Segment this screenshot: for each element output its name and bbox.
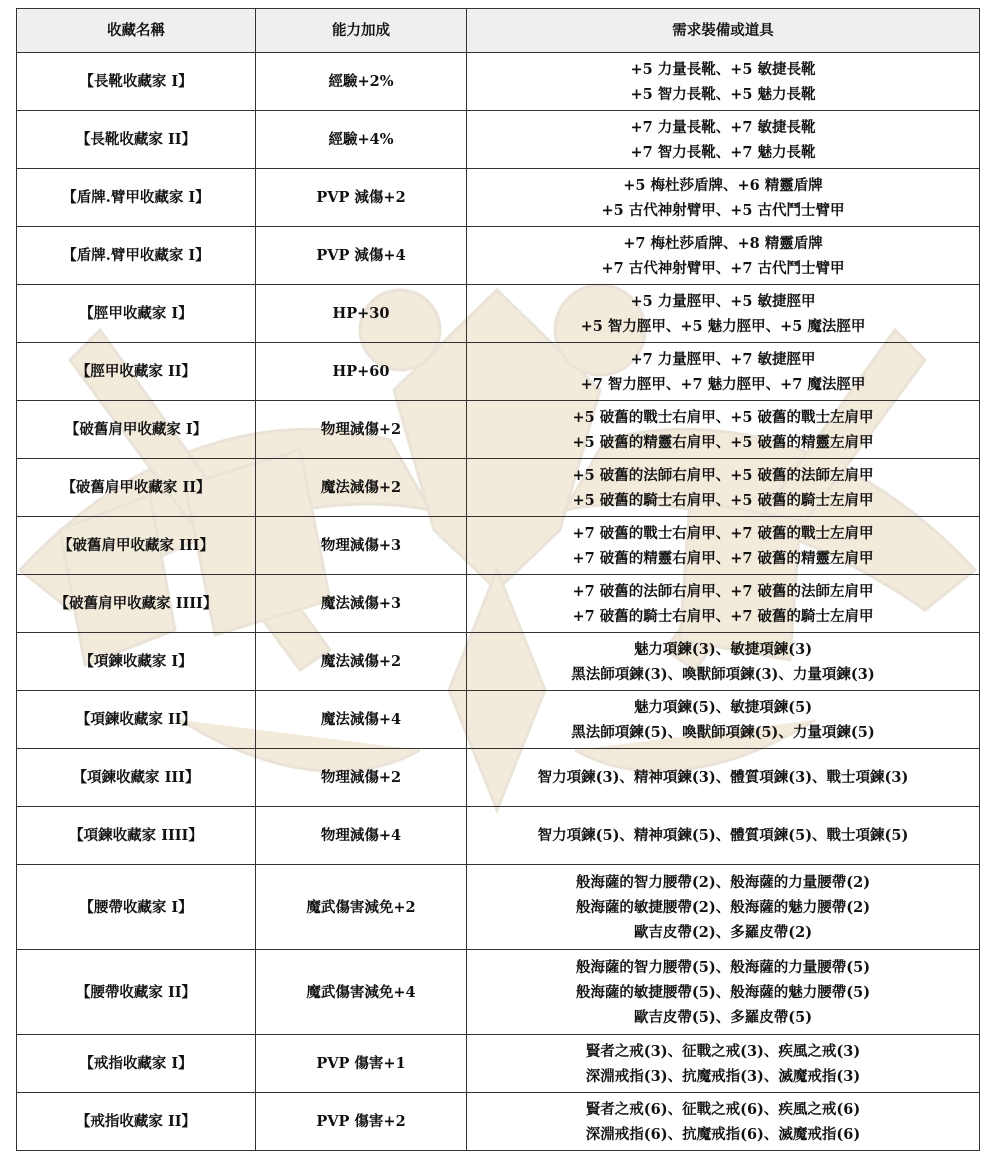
ability-bonus: PVP 減傷+4 bbox=[256, 227, 467, 285]
ability-bonus: 魔法減傷+3 bbox=[256, 575, 467, 633]
required-items bbox=[467, 1093, 980, 1151]
ability-bonus: 經驗+2% bbox=[256, 53, 467, 111]
table-row bbox=[17, 53, 980, 111]
required-item-line: +5 智力長靴、+5 魅力長靴 bbox=[630, 85, 816, 103]
required-item-line: +5 古代神射臂甲、+5 古代鬥士臂甲 bbox=[601, 201, 845, 219]
required-item-line: +5 破舊的騎士右肩甲、+5 破舊的騎士左肩甲 bbox=[572, 491, 874, 509]
required-item-line: 般海薩的智力腰帶(2)、般海薩的力量腰帶(2) bbox=[575, 873, 871, 891]
required-item-line: 智力項鍊(5)、精神項鍊(5)、體質項鍊(5)、戰士項鍊(5) bbox=[537, 827, 909, 844]
table-row bbox=[17, 950, 980, 1035]
required-item-line: +7 破舊的法師右肩甲、+7 破舊的法師左肩甲 bbox=[572, 582, 874, 600]
ability-bonus: 物理減傷+2 bbox=[256, 401, 467, 459]
required-items bbox=[467, 807, 980, 865]
required-items bbox=[467, 343, 980, 401]
required-items bbox=[467, 865, 980, 950]
ability-bonus: PVP 傷害+2 bbox=[256, 1093, 467, 1151]
required-item-line: 般海薩的智力腰帶(5)、般海薩的力量腰帶(5) bbox=[575, 958, 871, 976]
collection-name: 【破舊肩甲收藏家 II】 bbox=[17, 459, 256, 517]
collection-name: 【破舊肩甲收藏家 I】 bbox=[17, 401, 256, 459]
header-row bbox=[17, 9, 980, 53]
collection-name: 【破舊肩甲收藏家 IIII】 bbox=[17, 575, 256, 633]
collection-name: 【脛甲收藏家 II】 bbox=[17, 343, 256, 401]
required-item-line: +7 力量脛甲、+7 敏捷脛甲 bbox=[630, 350, 816, 368]
ability-bonus: HP+60 bbox=[256, 343, 467, 401]
required-item-line: 歐吉皮帶(5)、多羅皮帶(5) bbox=[633, 1008, 813, 1026]
required-items bbox=[467, 749, 980, 807]
table-row bbox=[17, 691, 980, 749]
collection-name: 【盾牌.臂甲收藏家 I】 bbox=[17, 227, 256, 285]
required-item-line: +7 智力長靴、+7 魅力長靴 bbox=[630, 143, 816, 161]
required-items bbox=[467, 575, 980, 633]
required-items bbox=[467, 633, 980, 691]
table-row bbox=[17, 285, 980, 343]
required-item-line: +5 破舊的精靈右肩甲、+5 破舊的精靈左肩甲 bbox=[572, 433, 874, 451]
required-item-line: 黑法師項鍊(5)、喚獸師項鍊(5)、力量項鍊(5) bbox=[571, 723, 875, 741]
required-item-line: 歐吉皮帶(2)、多羅皮帶(2) bbox=[633, 923, 813, 941]
required-item-line: 魅力項鍊(5)、敏捷項鍊(5) bbox=[633, 698, 813, 716]
table-row bbox=[17, 807, 980, 865]
header-collection-name: 收藏名稱 bbox=[17, 9, 256, 53]
ability-bonus: 魔武傷害減免+2 bbox=[256, 865, 467, 950]
required-item-line: +7 梅杜莎盾牌、+8 精靈盾牌 bbox=[623, 234, 823, 252]
collection-name: 【項鍊收藏家 III】 bbox=[17, 749, 256, 807]
collection-name: 【長靴收藏家 II】 bbox=[17, 111, 256, 169]
required-items bbox=[467, 169, 980, 227]
ability-bonus: 魔法減傷+2 bbox=[256, 633, 467, 691]
required-item-line: 般海薩的敏捷腰帶(5)、般海薩的魅力腰帶(5) bbox=[575, 983, 871, 1001]
required-items bbox=[467, 459, 980, 517]
table-row bbox=[17, 1093, 980, 1151]
required-item-line: +7 破舊的戰士右肩甲、+7 破舊的戰士左肩甲 bbox=[572, 524, 874, 542]
required-item-line: +5 梅杜莎盾牌、+6 精靈盾牌 bbox=[623, 176, 823, 194]
ability-bonus: 魔法減傷+4 bbox=[256, 691, 467, 749]
required-item-line: +7 破舊的精靈右肩甲、+7 破舊的精靈左肩甲 bbox=[572, 549, 874, 567]
required-item-line: 黑法師項鍊(3)、喚獸師項鍊(3)、力量項鍊(3) bbox=[571, 665, 875, 683]
required-item-line: 般海薩的敏捷腰帶(2)、般海薩的魅力腰帶(2) bbox=[575, 898, 871, 916]
required-item-line: +5 破舊的戰士右肩甲、+5 破舊的戰士左肩甲 bbox=[572, 408, 874, 426]
required-item-line: +5 破舊的法師右肩甲、+5 破舊的法師左肩甲 bbox=[572, 466, 874, 484]
table-row bbox=[17, 865, 980, 950]
collection-name: 【戒指收藏家 I】 bbox=[17, 1035, 256, 1093]
required-items bbox=[467, 111, 980, 169]
table-row bbox=[17, 633, 980, 691]
required-item-line: +7 古代神射臂甲、+7 古代鬥士臂甲 bbox=[601, 259, 845, 277]
required-item-line: +7 智力脛甲、+7 魅力脛甲、+7 魔法脛甲 bbox=[580, 375, 866, 393]
table-row bbox=[17, 517, 980, 575]
collection-table bbox=[16, 8, 980, 1151]
table-row bbox=[17, 401, 980, 459]
collection-name: 【盾牌.臂甲收藏家 I】 bbox=[17, 169, 256, 227]
required-item-line: 賢者之戒(3)、征戰之戒(3)、疾風之戒(3) bbox=[585, 1042, 861, 1060]
required-items bbox=[467, 53, 980, 111]
ability-bonus: 物理減傷+3 bbox=[256, 517, 467, 575]
required-item-line: +7 力量長靴、+7 敏捷長靴 bbox=[630, 118, 816, 136]
collection-name: 【項鍊收藏家 II】 bbox=[17, 691, 256, 749]
table-row bbox=[17, 111, 980, 169]
required-items bbox=[467, 401, 980, 459]
required-item-line: 深淵戒指(3)、抗魔戒指(3)、滅魔戒指(3) bbox=[585, 1067, 861, 1085]
collection-name: 【腰帶收藏家 I】 bbox=[17, 865, 256, 950]
required-item-line: +5 力量長靴、+5 敏捷長靴 bbox=[630, 60, 816, 78]
collection-name: 【項鍊收藏家 I】 bbox=[17, 633, 256, 691]
header-ability-bonus: 能力加成 bbox=[256, 9, 467, 53]
required-item-line: 深淵戒指(6)、抗魔戒指(6)、滅魔戒指(6) bbox=[585, 1125, 861, 1143]
required-item-line: 智力項鍊(3)、精神項鍊(3)、體質項鍊(3)、戰士項鍊(3) bbox=[537, 769, 909, 786]
table-row bbox=[17, 575, 980, 633]
required-item-line: 賢者之戒(6)、征戰之戒(6)、疾風之戒(6) bbox=[585, 1100, 861, 1118]
required-items bbox=[467, 517, 980, 575]
table-row bbox=[17, 227, 980, 285]
ability-bonus: 經驗+4% bbox=[256, 111, 467, 169]
required-item-line: +5 智力脛甲、+5 魅力脛甲、+5 魔法脛甲 bbox=[580, 317, 866, 335]
ability-bonus: 魔法減傷+2 bbox=[256, 459, 467, 517]
required-items bbox=[467, 285, 980, 343]
header-required-items: 需求裝備或道具 bbox=[467, 9, 980, 53]
collection-name: 【戒指收藏家 II】 bbox=[17, 1093, 256, 1151]
table-row bbox=[17, 343, 980, 401]
table-row bbox=[17, 459, 980, 517]
ability-bonus: 物理減傷+2 bbox=[256, 749, 467, 807]
collection-name: 【長靴收藏家 I】 bbox=[17, 53, 256, 111]
ability-bonus: HP+30 bbox=[256, 285, 467, 343]
collection-name: 【腰帶收藏家 II】 bbox=[17, 950, 256, 1035]
ability-bonus: PVP 傷害+1 bbox=[256, 1035, 467, 1093]
collection-name: 【脛甲收藏家 I】 bbox=[17, 285, 256, 343]
required-items bbox=[467, 1035, 980, 1093]
required-item-line: 魅力項鍊(3)、敏捷項鍊(3) bbox=[633, 640, 813, 658]
ability-bonus: 物理減傷+4 bbox=[256, 807, 467, 865]
ability-bonus: PVP 減傷+2 bbox=[256, 169, 467, 227]
ability-bonus: 魔武傷害減免+4 bbox=[256, 950, 467, 1035]
collection-name: 【破舊肩甲收藏家 III】 bbox=[17, 517, 256, 575]
required-items bbox=[467, 950, 980, 1035]
table-row bbox=[17, 1035, 980, 1093]
required-item-line: +7 破舊的騎士右肩甲、+7 破舊的騎士左肩甲 bbox=[572, 607, 874, 625]
table-row bbox=[17, 749, 980, 807]
table-row bbox=[17, 169, 980, 227]
required-items bbox=[467, 691, 980, 749]
required-items bbox=[467, 227, 980, 285]
collection-name: 【項鍊收藏家 IIII】 bbox=[17, 807, 256, 865]
required-item-line: +5 力量脛甲、+5 敏捷脛甲 bbox=[630, 292, 816, 310]
